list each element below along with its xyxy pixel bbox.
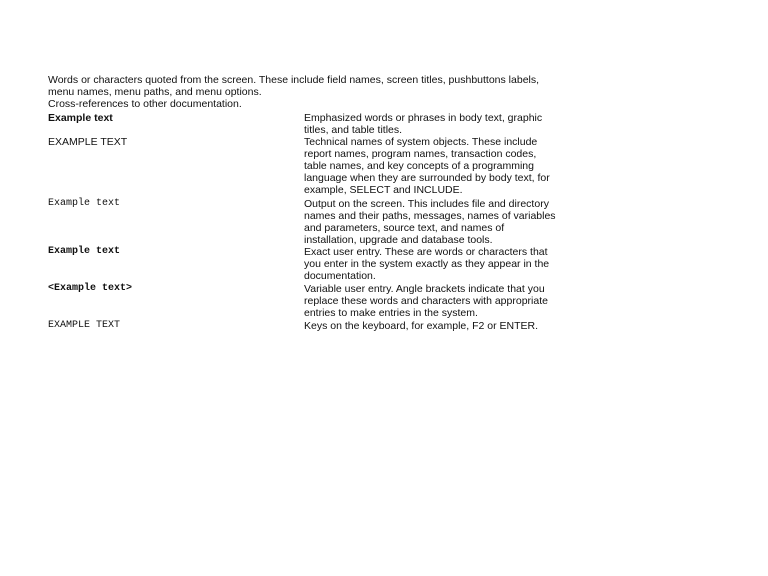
term-emphasized: Example text — [48, 112, 113, 124]
desc-keyboard-keys: Keys on the keyboard, for example, F2 or ENTER. — [304, 320, 539, 332]
desc-variable-entry: Variable user entry. Angle brackets indicate that you replace these words and characters with appropriate entries to make entries in the system. — [304, 283, 548, 319]
desc-technical-names: Technical names of system objects. These include report names, program names, transaction codes, table names, and key concepts of a programming language when they are surrounded by body text, for example, SELECT and INCLUDE. — [304, 136, 550, 196]
intro-line-crossref: Cross-references to other documentation. — [48, 98, 242, 110]
term-variable-entry: <Example text> — [48, 283, 133, 294]
term-technical-names: EXAMPLE TEXT — [48, 136, 128, 148]
desc-screen-output: Output on the screen. This includes file and directory names and their paths, messages, names of variables and parameters, source text, and names of installation, upgrade and database tools. — [304, 198, 556, 246]
intro-text — [48, 74, 558, 110]
desc-exact-entry: Exact user entry. These are words or characters that you enter in the system exactly as they appear in the documentation. — [304, 246, 550, 282]
term-keyboard-keys: EXAMPLE TEXT — [48, 320, 121, 331]
intro-line-quoted: Words or characters quoted from the screen. These include field names, screen titles, pushbuttons labels, menu names, menu paths, and menu options. — [48, 74, 540, 98]
term-exact-entry: Example text — [48, 246, 121, 257]
desc-emphasized: Emphasized words or phrases in body text, graphic titles, and table titles. — [304, 112, 543, 136]
term-screen-output: Example text — [48, 198, 121, 209]
